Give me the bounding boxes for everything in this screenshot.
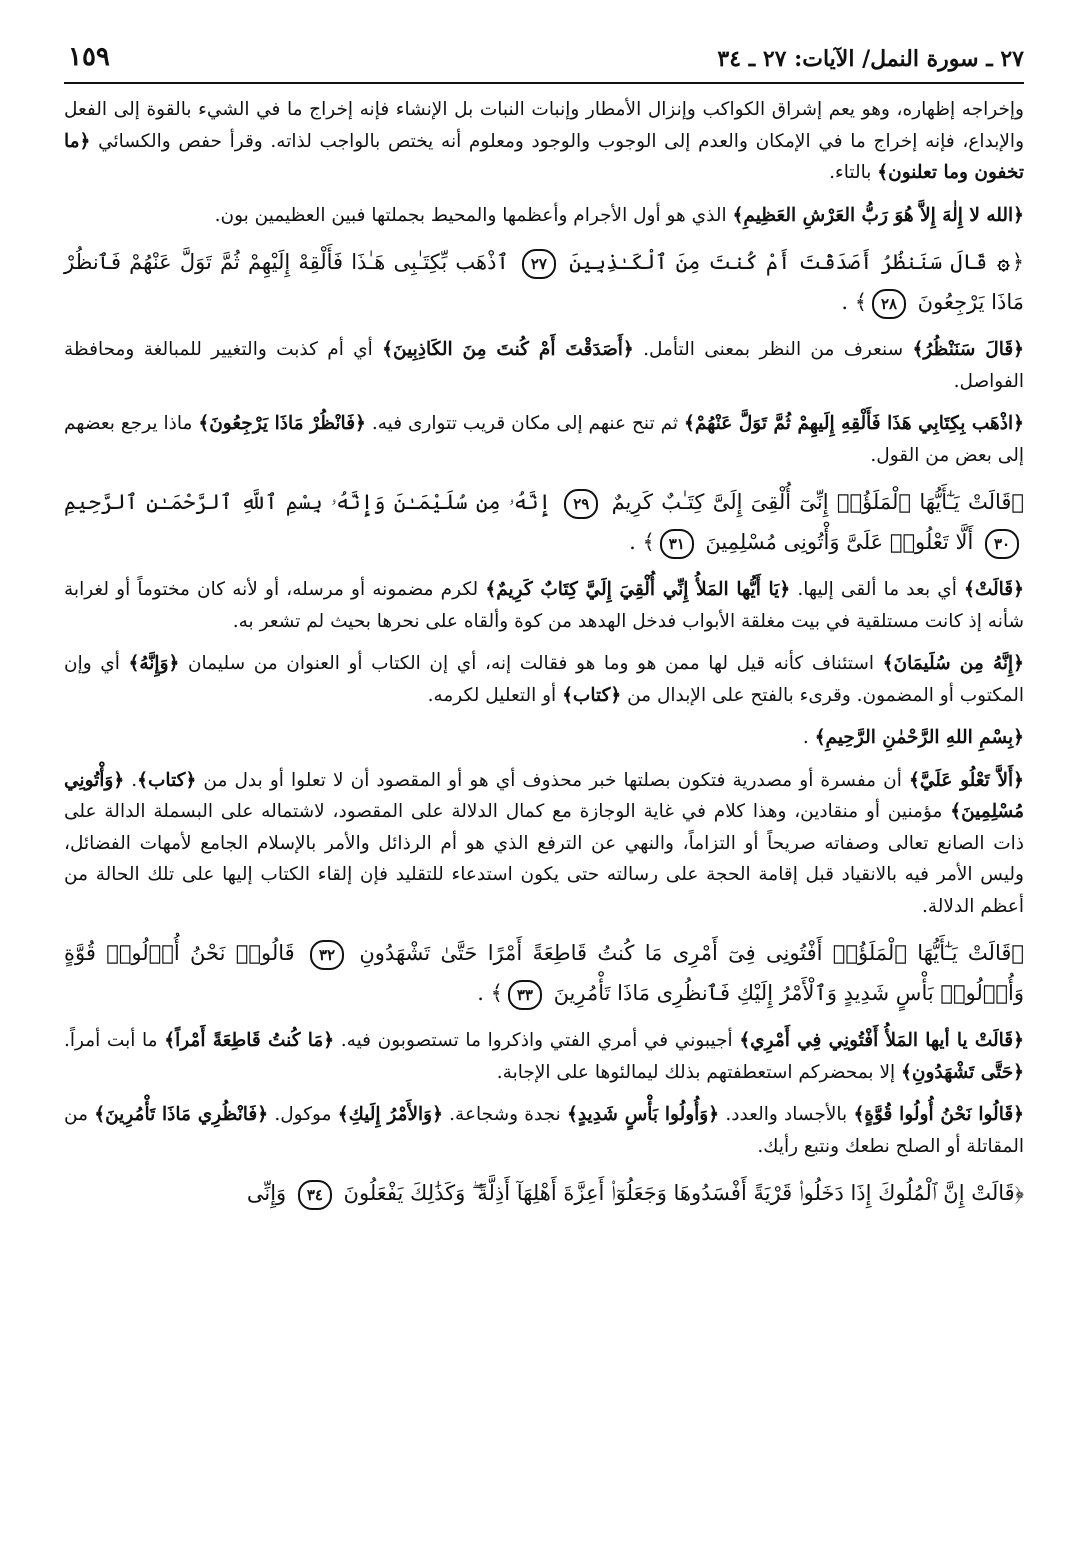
quoted-quran-phrase: ﴿كتاب﴾: [137, 769, 197, 791]
text-run: ﴾ .: [841, 290, 867, 314]
text-run: الذي هو أول الأجرام وأعظمها والمحيط بجملتها فبين العظيمين بون.: [214, 204, 733, 226]
quoted-quran-phrase: ﴿وَأْتُونِي مُسْلِمِينَ﴾: [64, 769, 1024, 822]
quoted-quran-phrase: ﴿أَلاَّ تَعْلُو عَلَيَّ﴾: [909, 769, 1024, 791]
commentary-paragraph: [64, 1099, 1024, 1162]
commentary-paragraph: [64, 94, 1024, 189]
text-run: ﴾ .: [629, 530, 655, 554]
text-run: إِنَّهُۥ مِن سُلَيْمَـٰنَ وَإِنَّهُۥ بِسْمِ ٱللَّهِ ٱلرَّحْمَـٰنِ ٱلرَّحِيمِ: [64, 490, 560, 514]
commentary-paragraph: [64, 408, 1024, 471]
quoted-quran-phrase: ﴿وَأُولُوا بَأْسٍ شَدِيدٍ﴾: [567, 1104, 720, 1125]
text-run: أي وإن المكتوب أو المضمون. وقرىء بالفتح على الإبدال من: [64, 653, 1024, 706]
verse-number-badge: ٣١: [660, 529, 694, 559]
quoted-quran-phrase: ﴿وَإِنَّهُ﴾: [128, 653, 180, 674]
text-run: من المقاتلة أو الصلح نطعك ونتبع رأيك.: [64, 1104, 1024, 1157]
text-run: أو التعليل لكرمه.: [427, 684, 563, 706]
quran-verse-block: [64, 933, 1024, 1013]
text-run: قَالَ سَنَنظُرُ أَصَدَقْتَ أَمْ كُنتَ مِنَ ٱلْكَـٰذِبِينَ: [560, 250, 996, 274]
verse-number-badge: ٢٩: [564, 489, 598, 519]
quran-verse-block: [64, 482, 1024, 562]
page-header: [64, 40, 1024, 84]
text-run: موكول.: [268, 1104, 338, 1125]
text-run: وإخراجه إظهاره، وهو يعم إشراق الكواكب وإنزال الأمطار وإنبات النبات بل الإنشاء فإنه إخراج ما في الشيء بالقوة إلى الفعل والإبداع، فإنه إخراج ما في الإمكان والعدم إلى الوجوب والوجود ومعلوم أنه يختص بالواجب لذاته. وقرأ حفص والكسائي: [64, 99, 1024, 152]
text-run: وَإِنِّى: [246, 1181, 293, 1205]
text-run: أَلَّا تَعْلُوا۟ عَلَىَّ وَأْتُونِى مُسْلِمِينَ: [698, 530, 980, 554]
text-run: ﴿قَالَتْ يَـٰٓأَيُّهَا ٱلْمَلَؤُا۟ إِنِّىٓ أُلْقِىَ إِلَىَّ كِتَـٰبٌ كَرِيمٌ: [603, 490, 1025, 514]
quoted-quran-phrase: ﴿يَا أَيُّها المَلأُ إِنِّي أُلْقِيَ إِلَيَّ كِتَابٌ كَرِيمٌ﴾: [485, 579, 791, 600]
quoted-quran-phrase: ﴿قَالَتْ﴾: [964, 579, 1024, 600]
quoted-quran-phrase: ﴿اذْهَب بِكِتَابِي هَذَا فَأَلْقِهِ إِلَيهِمْ ثُمَّ تَوَلَّ عَنْهُمْ﴾: [684, 413, 1024, 434]
quoted-quran-phrase: ﴿الله لا إِلٰهَ إِلاَّ هُوَ رَبُّ العَرْشِ العَظِيمِ﴾: [732, 204, 1024, 226]
quoted-quran-phrase: ﴿قَالَتْ يا أيها المَلأُ أَفْتُونِي فِي أَمْرِي﴾: [739, 1030, 1024, 1051]
text-run: ﴿قَالَتْ إِنَّ ٱلْمُلُوكَ إِذَا دَخَلُوا۟ قَرْيَةً أَفْسَدُوهَا وَجَعَلُوٓا۟ أَعِزَّةَ أَهْلِهَآ أَذِلَّةً ۖ وَكَذَٰلِكَ يَفْعَلُونَ: [336, 1181, 1024, 1205]
quoted-quran-phrase: ﴿قَالُوا نَحْنُ أُولُوا قُوَّةٍ﴾: [853, 1104, 1025, 1125]
text-run: ﴿: [1011, 250, 1024, 274]
verse-number-badge: ٣٢: [310, 940, 344, 970]
text-run: استئناف كأنه قيل لها ممن هو وما هو فقالت إنه، أي إن الكتاب أو العنوان من سليمان: [179, 653, 883, 674]
text-run: إلا بمحضركم استعطفتهم بذلك ليمالئوها على الإجابة.: [496, 1061, 902, 1083]
text-run: .: [124, 769, 138, 791]
commentary-paragraph: [64, 722, 1024, 754]
commentary-paragraph: [64, 334, 1024, 397]
verse-number-badge: ٣٠: [985, 529, 1019, 559]
text-run: .: [802, 727, 815, 748]
commentary-paragraph: [64, 648, 1024, 711]
text-run: بالأجساد والعدد.: [719, 1104, 854, 1125]
quoted-quran-phrase: ﴿فَانْظُرِي مَاذَا تَأْمُرِينَ﴾: [94, 1104, 269, 1125]
quoted-quran-phrase: ﴿أَصَدَقْتَ أَمْ كُنتَ مِنَ الكَاذِبِينَ﴾: [382, 339, 634, 360]
quoted-quran-phrase: ﴿مَا كُنتُ قَاطِعَةً أَمْراً﴾: [164, 1030, 335, 1051]
verse-number-badge: ٢٨: [872, 289, 906, 319]
quoted-quran-phrase: ﴿حَتَّى تَشْهَدُونِ﴾: [901, 1061, 1024, 1083]
commentary-paragraph: [64, 574, 1024, 637]
book-page: [64, 40, 1024, 1540]
quran-verse-block: [64, 1173, 1024, 1213]
text-run: بالتاء.: [829, 162, 878, 183]
text-run: سنعرف من النظر بمعنى التأمل.: [633, 339, 913, 360]
text-run: نجدة وشجاعة.: [442, 1104, 567, 1125]
verse-number-badge: ٢٧: [522, 249, 556, 279]
text-run: ﴿قَالَتْ يَـٰٓأَيُّهَا ٱلْمَلَؤُا۟ أَفْتُونِى فِىٓ أَمْرِى مَا كُنتُ قَاطِعَةً أَمْرًا حَتَّىٰ تَشْهَدُونِ: [349, 941, 1024, 965]
text-run: لكرم مضمونه أو مرسله، أو لأنه كان مختوماً أو لغرابة شأنه إذ كانت مستلقية في بيت مغلقة الأبواب فدخل الهدهد من كوة وألقاه على نحرها بحيث لم تشعر به.: [64, 579, 1024, 632]
text-run: قَالُوا۟ نَحْنُ أُو۟لُوا۟ قُوَّةٍ وَأُو۟لُوا۟ بَأْسٍ شَدِيدٍ وَٱلْأَمْرُ إِلَيْكِ فَٱنظُرِى مَاذَا تَأْمُرِينَ: [64, 941, 1024, 1005]
quoted-quran-phrase: ﴿بِسْمِ اللهِ الرَّحْمٰنِ الرَّحِيمِ﴾: [814, 727, 1024, 748]
quran-verse-block: [64, 242, 1024, 322]
text-run: أي بعد ما ألقى إليها.: [790, 579, 965, 600]
quoted-quran-phrase: ﴿ما تخفون وما تعلنون﴾: [64, 130, 1024, 183]
text-run: ماذا يرجع بعضهم إلى بعض من القول.: [64, 413, 1024, 466]
text-run: مؤمنين أو منقادين، وهذا كلام في غاية الوجازة مع كمال الدلالة على المقصود، لاشتماله على البسملة الدالة على ذات الصانع تعالى وصفاته صريحاً أو التزاماً، والنهي عن الترفع الذي هو أم الرذائل والأمر بالإسلام الجامع لأمهات الفضائل، وليس الأمر فيه بالانقياد قبل إقامة الحجة على رسالته حتى يكون استدعاء للتقليد فإن إلقاء الكتاب إليها على تلك الحالة من أعظم الدلالة.: [64, 801, 1024, 917]
text-run: أن مفسرة أو مصدرية فتكون بصلتها خبر محذوف أي هو أو المقصود أن لا تعلوا أو بدل من: [196, 769, 909, 791]
quoted-quran-phrase: ﴿كتاب﴾: [562, 684, 622, 706]
quoted-quran-phrase: ﴿وَالأَمْرُ إِلَيكِ﴾: [337, 1104, 443, 1125]
text-run: أجيبوني في أمري الفتي واذكروا ما تستصوبون فيه.: [334, 1030, 740, 1051]
running-title: ٢٧ ـ سورة النمل/ الآيات: ٢٧ ـ ٣٤: [717, 46, 1024, 72]
text-run: أي أم كذبت والتغيير للمبالغة ومحافظة الفواصل.: [64, 339, 1024, 392]
text-run: ﴾ .: [477, 981, 503, 1005]
quoted-quran-phrase: ﴿إِنَّهُ مِن سُلَيمَانَ﴾: [882, 653, 1025, 674]
text-run: ثم تنح عنهم إلى مكان قريب تتوارى فيه.: [365, 413, 685, 434]
hizb-ornament-icon: ۞: [997, 249, 1010, 274]
quoted-quran-phrase: ﴿فَانْظُرْ مَاذَا يَرْجِعُونَ﴾: [198, 413, 366, 434]
verse-number-badge: ٣٤: [298, 1180, 332, 1210]
page-number: ١٥٩: [68, 42, 110, 72]
page-body: [64, 94, 1024, 1213]
quoted-quran-phrase: ﴿قَالَ سَنَنْظُرُ﴾: [912, 339, 1025, 360]
commentary-paragraph: [64, 1025, 1024, 1088]
commentary-paragraph: [64, 765, 1024, 923]
text-run: ما أبت أمراً.: [64, 1030, 165, 1051]
text-run: ٱذْهَب بِّكِتَـٰبِى هَـٰذَا فَأَلْقِهْ إِلَيْهِمْ ثُمَّ تَوَلَّ عَنْهُمْ فَٱنظُرْ مَاذَا يَرْجِعُونَ: [64, 250, 1024, 314]
commentary-paragraph: [64, 200, 1024, 232]
verse-number-badge: ٣٣: [508, 980, 542, 1010]
